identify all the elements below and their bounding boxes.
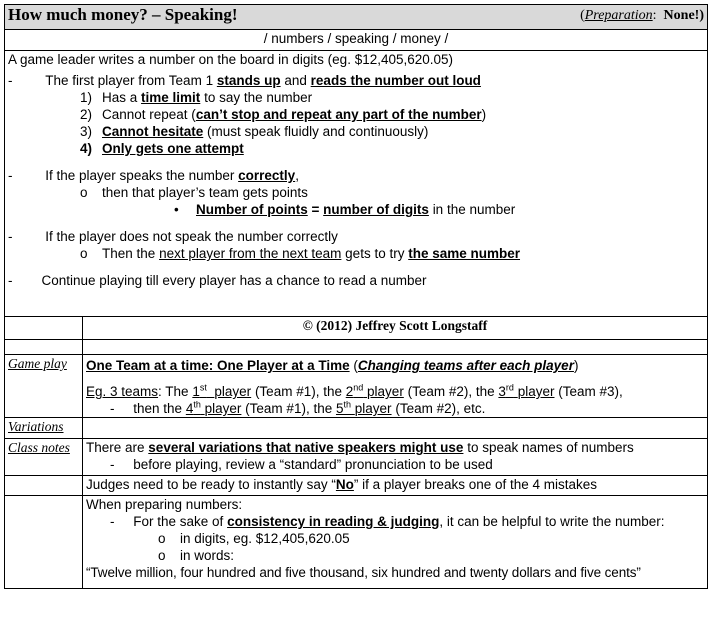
- next-player-pre: Then the: [102, 246, 156, 261]
- sub-rule-1-post: to say the number: [204, 90, 313, 105]
- class-notes-content: [83, 439, 708, 476]
- p1-player: player: [214, 384, 252, 399]
- words-example: “Twelve million, four hundred and five thousand, six hundred and twenty dollars and five cents”: [86, 565, 641, 580]
- preparation-label: Preparation: [584, 8, 653, 23]
- t1: (Team #1), the: [254, 384, 342, 399]
- sake-pre: For the sake of: [133, 514, 224, 529]
- copyright: © (2012) Jeffrey Scott Longstaff: [83, 317, 708, 340]
- copyright-left: [5, 317, 83, 340]
- t3: (Team #3),: [558, 384, 623, 399]
- page-title: How much money? – Speaking!: [8, 5, 238, 24]
- sub-rule-2: [8, 106, 704, 123]
- sub-rule-1: [8, 89, 704, 106]
- rule-reads-aloud: reads the number out loud: [310, 73, 481, 88]
- p3-sup: rd: [505, 382, 514, 393]
- team-gets-points: [8, 184, 704, 201]
- in-digits: in digits, eg. $12,405,620.05: [180, 531, 350, 546]
- rule-first-player: [8, 72, 704, 89]
- next-player-rule: [8, 245, 704, 262]
- sub-rule-2-pre: Cannot repeat (: [102, 107, 196, 122]
- dash: -: [110, 514, 115, 529]
- tags: / numbers / speaking / money /: [5, 30, 708, 51]
- number-of-points: Number of points: [196, 202, 308, 217]
- tags-row: [5, 30, 708, 51]
- example-line-2: [86, 400, 704, 417]
- rule-stands-up: stands up: [216, 73, 281, 88]
- t4: (Team #1), the: [245, 401, 333, 416]
- in-words: in words:: [180, 548, 235, 563]
- next-player-mid: gets to try: [345, 246, 405, 261]
- rules-row: [5, 51, 708, 317]
- t2: (Team #2), the: [407, 384, 495, 399]
- copyright-row: [5, 317, 708, 340]
- dash: -: [110, 401, 115, 416]
- judges-no: No: [335, 477, 354, 492]
- p4-num: 4: [185, 401, 194, 416]
- judges-pre: Judges need to be ready to instantly say “: [86, 477, 336, 492]
- rule-continue: [8, 272, 704, 289]
- dash: -: [8, 273, 13, 288]
- judges-post: ” if a player breaks one of the 4 mistakes: [353, 477, 598, 492]
- sub-rule-3-post: (must speak fluidly and continuously): [207, 124, 429, 139]
- then-the: then the: [133, 401, 183, 416]
- rule-and: and: [284, 73, 307, 88]
- several-variations: several variations that native speakers might use: [148, 440, 464, 455]
- p3-player: player: [517, 384, 555, 399]
- eg-3-teams: Eg. 3 teams: [86, 384, 159, 399]
- eg-colon: : The: [158, 384, 189, 399]
- rules-cell: [5, 51, 708, 317]
- variations-label: Variations: [8, 419, 64, 434]
- changing-teams: Changing teams after each player: [357, 358, 574, 373]
- team-gets-points-text: then that player’s team gets points: [102, 185, 308, 200]
- number-of-digits: number of digits: [323, 202, 429, 217]
- rule-correct-pre: If the player speaks the number: [45, 168, 235, 183]
- preparing-content: [83, 496, 708, 589]
- rule-continue-text: Continue playing till every player has a chance to read a number: [41, 273, 427, 288]
- rule-incorrect: [8, 228, 704, 245]
- sub-rule-2-num: 2): [80, 107, 93, 122]
- variations-content: [83, 418, 708, 439]
- consistency: consistency in reading & judging: [227, 514, 440, 529]
- rule-incorrect-text: If the player does not speak the number correctly: [45, 229, 338, 244]
- sub-rule-3-num: 3): [80, 124, 93, 139]
- prep-sep: :: [652, 8, 657, 23]
- sub-rule-1-pre: Has a: [102, 90, 138, 105]
- equals: =: [311, 202, 320, 217]
- time-limit: time limit: [141, 90, 201, 105]
- correctly: correctly: [238, 168, 296, 183]
- dash: -: [8, 73, 13, 88]
- points-rule-post: in the number: [432, 202, 516, 217]
- variations-row: [5, 418, 708, 439]
- sub-rule-4-num: 4): [80, 141, 93, 156]
- p1-num: 1: [192, 384, 200, 399]
- lesson-table: [4, 4, 708, 589]
- variations-label-cell: [5, 418, 83, 439]
- spacer-right: [83, 340, 708, 355]
- judges-row: [5, 476, 708, 496]
- circle-bullet-icon: o: [80, 185, 88, 200]
- game-play-label-cell: [5, 355, 83, 418]
- circle-bullet-icon: o: [158, 548, 166, 563]
- dash: -: [8, 229, 13, 244]
- dash: -: [110, 457, 115, 472]
- preparing-numbers-row: [5, 496, 708, 589]
- t5: (Team #2), etc.: [395, 401, 486, 416]
- game-play-heading: One Team at a time: One Player at a Time: [86, 358, 350, 373]
- variations-post: to speak names of numbers: [467, 440, 634, 455]
- p2-sup: nd: [353, 382, 364, 393]
- p5-sup: th: [343, 399, 352, 410]
- game-play-content: [83, 355, 708, 418]
- prep-close: ): [699, 8, 704, 23]
- sub-rule-1-num: 1): [80, 90, 93, 105]
- title-row: [5, 5, 708, 30]
- circle-bullet-icon: o: [158, 531, 166, 546]
- spacer-row: [5, 340, 708, 355]
- title-cell: [5, 5, 708, 30]
- same-number: the same number: [408, 246, 521, 261]
- p4-sup: th: [193, 399, 201, 410]
- judges-content: [83, 476, 708, 496]
- game-play-label: Game play: [8, 356, 67, 371]
- p4-player: player: [204, 401, 242, 416]
- next-player-next-team: next player from the next team: [159, 246, 342, 261]
- one-attempt: Only gets one attempt: [102, 141, 244, 156]
- intro-text: A game leader writes a number on the board in digits (eg. $12,405,620.05): [8, 52, 454, 67]
- p5-num: 5: [335, 401, 344, 416]
- p2-num: 2: [345, 384, 354, 399]
- class-notes-row: [5, 439, 708, 476]
- prep-open: (: [580, 8, 585, 23]
- p5-player: player: [354, 401, 392, 416]
- game-play-row: [5, 355, 708, 418]
- sake-post: , it can be helpful to write the number:: [439, 514, 665, 529]
- preparation-note: [580, 5, 704, 24]
- class-notes-label: Class notes: [8, 440, 70, 455]
- preparing-heading: When preparing numbers:: [86, 497, 243, 512]
- example-line-1: [86, 383, 704, 400]
- cant-stop-repeat: can’t stop and repeat any part of the number: [195, 107, 482, 122]
- rule-correct: [8, 167, 704, 184]
- review-pronunciation: before playing, review a “standard” pronunciation to be used: [133, 457, 493, 472]
- rule-correct-post: ,: [295, 168, 299, 183]
- variations-pre: There are: [86, 440, 145, 455]
- cannot-hesitate: Cannot hesitate: [102, 124, 204, 139]
- circle-bullet-icon: o: [80, 246, 88, 261]
- paren-open: (: [353, 358, 358, 373]
- sub-rule-2-post: ): [481, 107, 487, 122]
- spacer-left: [5, 340, 83, 355]
- paren-close: ): [573, 358, 579, 373]
- p2-player: player: [367, 384, 404, 399]
- dash: -: [8, 168, 13, 183]
- sub-rule-4: [8, 140, 704, 157]
- preparing-label-cell: [5, 496, 83, 589]
- points-rule: [8, 201, 704, 218]
- class-notes-label-cell: [5, 439, 83, 476]
- p1-sup: st: [199, 382, 207, 393]
- preparation-value: None!: [663, 8, 700, 23]
- rule-first-pre: The first player from Team 1: [45, 73, 214, 88]
- judges-label-cell: [5, 476, 83, 496]
- p3-num: 3: [498, 384, 506, 399]
- sub-rule-3: [8, 123, 704, 140]
- dot-bullet-icon: •: [174, 202, 179, 217]
